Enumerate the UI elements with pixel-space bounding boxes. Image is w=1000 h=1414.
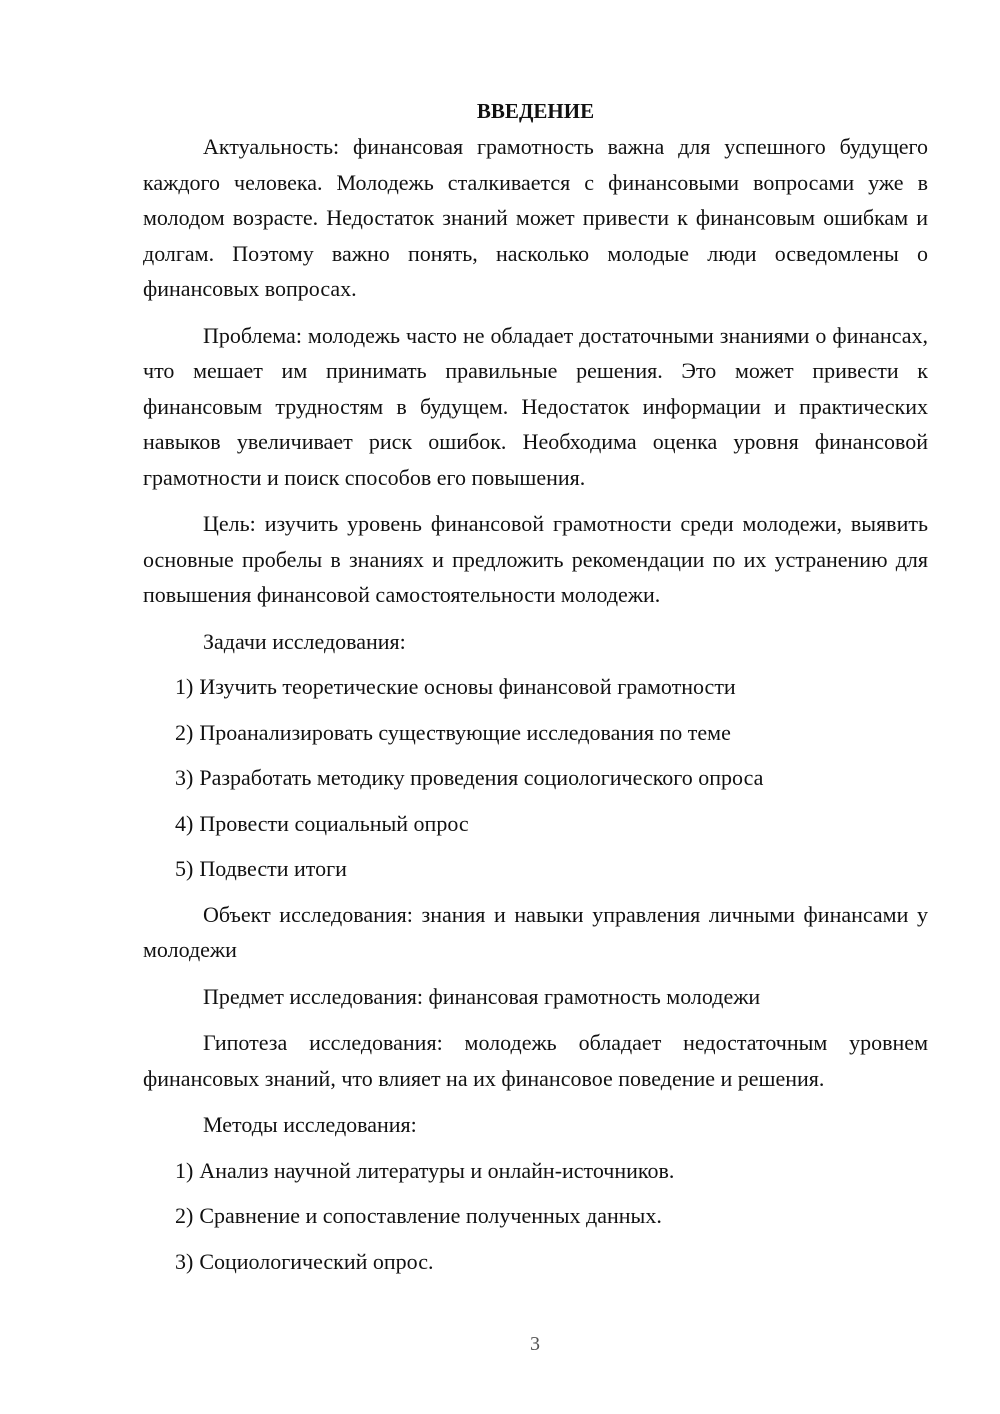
list-item-text: Разработать методику проведения социологического опроса	[199, 765, 764, 790]
list-item-number: 4)	[175, 810, 194, 836]
list-item	[143, 1198, 928, 1234]
page-content	[143, 96, 928, 1289]
list-item-number: 5)	[175, 856, 194, 881]
methods-heading: Методы исследования:	[203, 1112, 417, 1137]
list-item-number: 3)	[175, 1248, 194, 1274]
list-item-number: 3)	[175, 765, 194, 790]
list-item	[143, 715, 928, 751]
page-title: ВВЕДЕНИЕ	[476, 99, 595, 123]
list-item-text: Проанализировать существующие исследования по теме	[199, 719, 731, 745]
list-item	[143, 669, 928, 705]
tasks-heading: Задачи исследования:	[203, 628, 406, 654]
tasks-list	[143, 669, 928, 887]
list-item	[143, 806, 928, 842]
page-number: 3	[530, 1333, 540, 1355]
list-item-number: 1)	[175, 1157, 194, 1183]
subject-paragraph: Предмет исследования: финансовая грамотность молодежи	[203, 983, 761, 1009]
list-item-number: 2)	[175, 719, 194, 745]
list-item-number: 1)	[175, 674, 194, 699]
list-item	[143, 760, 928, 796]
list-item-text: Подвести итоги	[199, 856, 347, 881]
list-item-number: 2)	[175, 1203, 194, 1228]
goal-paragraph: Цель: изучить уровень финансовой грамотности среди молодежи, выявить основные пробелы в знаниях и предложить рекомендации по их устранению для повышения финансовой самостоятельности молодежи.	[143, 511, 928, 607]
list-item-text: Провести социальный опрос	[199, 810, 469, 836]
hypothesis-paragraph: Гипотеза исследования: молодежь обладает недостаточным уровнем финансовых знаний, что влияет на их финансовое поведение и решения.	[143, 1030, 928, 1091]
list-item	[143, 1153, 928, 1189]
list-item-text: Изучить теоретические основы финансовой грамотности	[199, 674, 736, 699]
list-item-text: Сравнение и сопоставление полученных данных.	[199, 1203, 662, 1228]
list-item-text: Социологический опрос.	[199, 1248, 434, 1274]
list-item-text: Анализ научной литературы и онлайн-источников.	[199, 1157, 675, 1183]
list-item	[143, 1244, 928, 1280]
list-item	[143, 851, 928, 887]
object-paragraph: Объект исследования: знания и навыки управления личными финансами у молодежи	[143, 901, 928, 962]
relevance-paragraph: Актуальность: финансовая грамотность важна для успешного будущего каждого человека. Молодежь сталкивается с финансовыми вопросами уже в молодом возрасте. Недостаток знаний может привести к финансовым ошибкам и долгам. Поэтому важно понять, насколько молодые люди осведомлены о финансовых вопросах.	[143, 134, 928, 301]
problem-paragraph: Проблема: молодежь часто не обладает достаточными знаниями о финансах, что мешает им принимать правильные решения. Это может привести к финансовым трудностям в будущем. Недостаток информации и практических навыков увеличивает риск ошибок. Необходима оценка уровня финансовой грамотности и поиск способов его повышения.	[143, 322, 928, 490]
methods-list	[143, 1153, 928, 1280]
